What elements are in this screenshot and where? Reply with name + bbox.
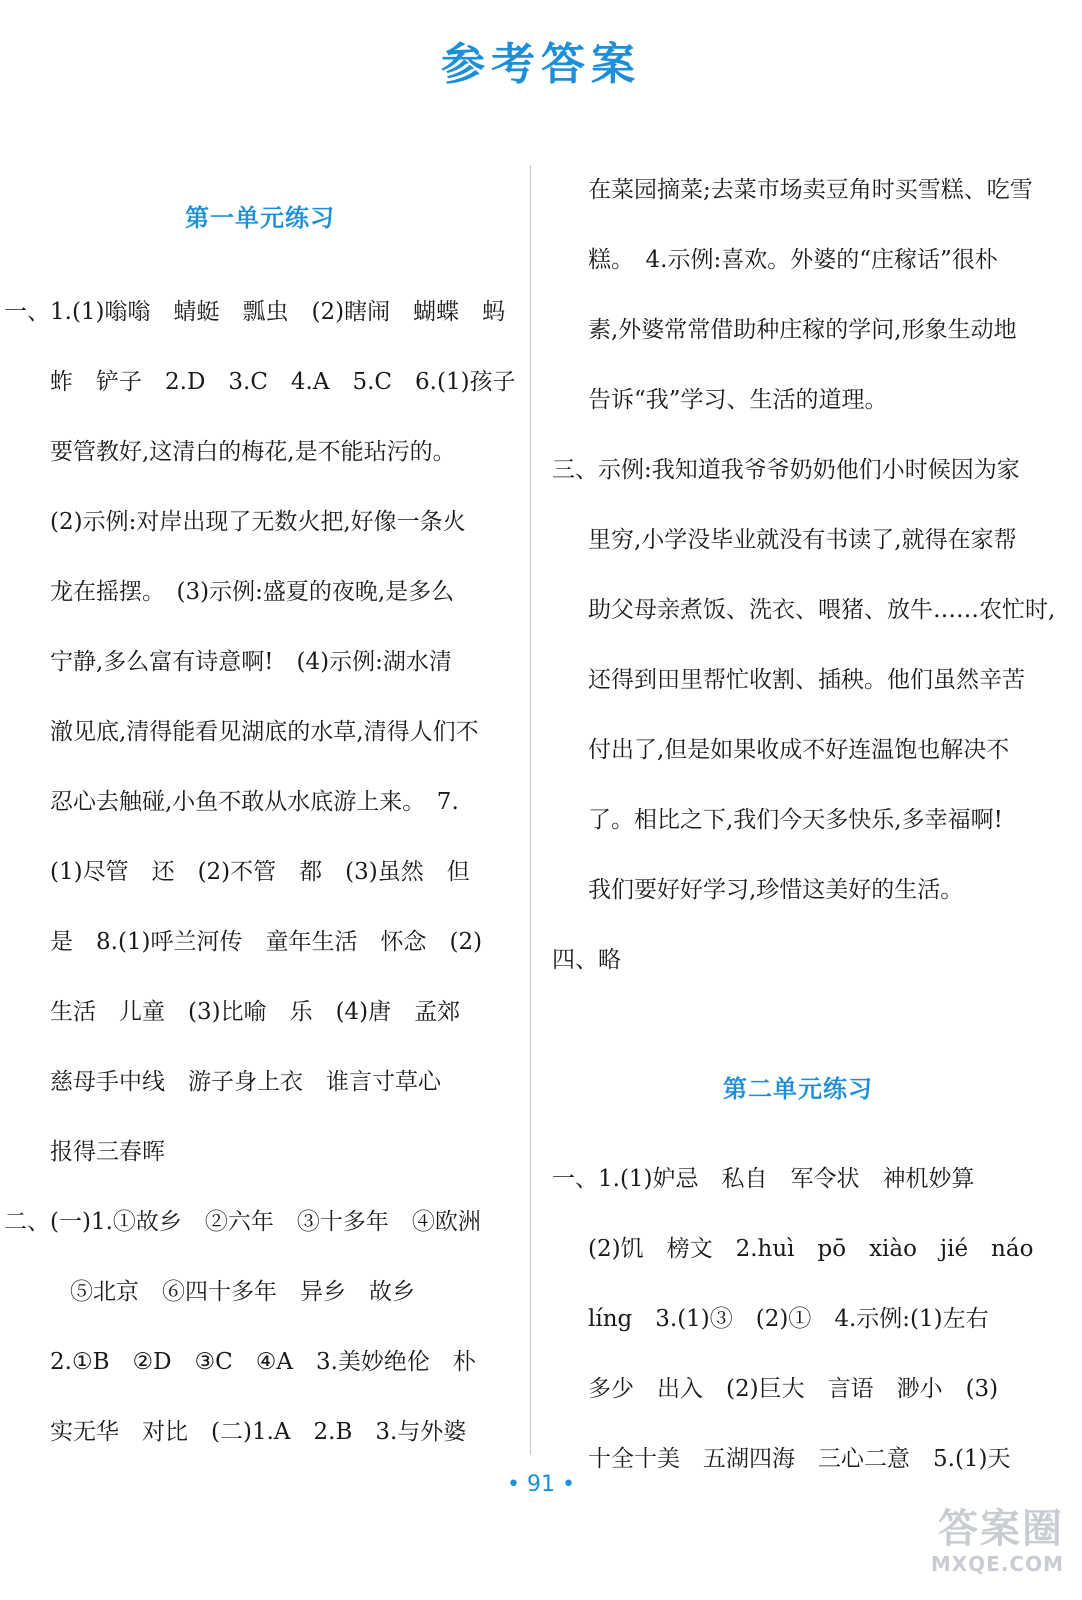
answer-line: 素,外婆常常借助种庄稼的学问,形象生动地 xyxy=(588,317,1017,343)
answer-line: 糕。 4.示例:喜欢。外婆的“庄稼话”很朴 xyxy=(588,247,998,273)
answer-line: 二、(一)1.①故乡 ②六年 ③十多年 ④欧洲 xyxy=(4,1209,481,1235)
answer-line: 一、1.(1)嗡嗡 蜻蜓 瓢虫 (2)瞎闹 蝴蝶 蚂 xyxy=(4,299,506,325)
answer-line: 四、略 xyxy=(552,947,621,973)
right-column xyxy=(548,155,1056,1494)
unit-title-2: 第二单元练习 xyxy=(723,1075,873,1103)
answer-line: 在菜园摘菜;去菜市场卖豆角时买雪糕、吃雪 xyxy=(588,177,1033,203)
answer-line: (2)饥 榜文 2.huì pō xiào jié náo xyxy=(588,1236,1034,1262)
answer-line: 报得三春晖 xyxy=(50,1139,165,1165)
answer-line: 告诉“我”学习、生活的道理。 xyxy=(588,387,888,413)
answer-line: 我们要好好学习,珍惜这美好的生活。 xyxy=(588,877,964,903)
answer-line: 十全十美 五湖四海 三心二意 5.(1)天 xyxy=(588,1446,1011,1472)
watermark-text: 答案圈 xyxy=(938,1506,1064,1552)
answer-line: 了。相比之下,我们今天多快乐,多幸福啊! xyxy=(588,807,1003,833)
answer-line: 多少 出入 (2)巨大 言语 渺小 (3) xyxy=(588,1376,999,1402)
answer-line: 是 8.(1)呼兰河传 童年生活 怀念 (2) xyxy=(50,929,483,955)
left-column xyxy=(0,180,520,1467)
answer-line: líng 3.(1)③ (2)① 4.示例:(1)左右 xyxy=(588,1306,989,1332)
answer-line: 助父母亲煮饭、洗衣、喂猪、放牛……农忙时, xyxy=(588,597,1056,623)
answer-line: 付出了,但是如果收成不好连温饱也解决不 xyxy=(588,737,1010,763)
answer-line: 宁静,多么富有诗意啊! (4)示例:湖水清 xyxy=(50,649,452,675)
watermark-domain: MXQE.COM xyxy=(930,1552,1064,1576)
answer-line: 要管教好,这清白的梅花,是不能玷污的。 xyxy=(50,439,456,465)
answer-line: 蚱 铲子 2.D 3.C 4.A 5.C 6.(1)孩子 xyxy=(50,369,516,395)
answer-line: 澈见底,清得能看见湖底的水草,清得人们不 xyxy=(50,719,479,745)
answer-line: 实无华 对比 (二)1.A 2.B 3.与外婆 xyxy=(50,1419,467,1445)
answer-line: ⑤北京 ⑥四十多年 异乡 故乡 xyxy=(70,1279,415,1305)
answer-line: 还得到田里帮忙收割、插秧。他们虽然辛苦 xyxy=(588,667,1025,693)
page-title: 参考答案 xyxy=(441,39,641,90)
answer-line: (2)示例:对岸出现了无数火把,好像一条火 xyxy=(50,509,466,535)
column-divider xyxy=(530,165,531,1455)
answer-line: 里穷,小学没毕业就没有书读了,就得在家帮 xyxy=(588,527,1017,553)
answer-line: (1)尽管 还 (2)不管 都 (3)虽然 但 xyxy=(50,859,470,885)
answer-line: 慈母手中线 游子身上衣 谁言寸草心 xyxy=(50,1069,441,1095)
answer-line: 三、示例:我知道我爷爷奶奶他们小时候因为家 xyxy=(552,457,1020,483)
answer-line: 2.①B ②D ③C ④A 3.美妙绝伦 朴 xyxy=(50,1349,476,1375)
answer-line: 龙在摇摆。 (3)示例:盛夏的夜晚,是多么 xyxy=(50,579,455,605)
watermark-logo xyxy=(914,1506,1064,1586)
answer-line: 忍心去触碰,小鱼不敢从水底游上来。 7. xyxy=(50,789,459,815)
answer-line: 生活 儿童 (3)比喻 乐 (4)唐 孟郊 xyxy=(50,999,461,1025)
answer-line: 一、1.(1)妒忌 私自 军令状 神机妙算 xyxy=(552,1166,975,1192)
unit-title-1: 第一单元练习 xyxy=(185,204,335,232)
page-number: • 91 • xyxy=(507,1472,575,1497)
